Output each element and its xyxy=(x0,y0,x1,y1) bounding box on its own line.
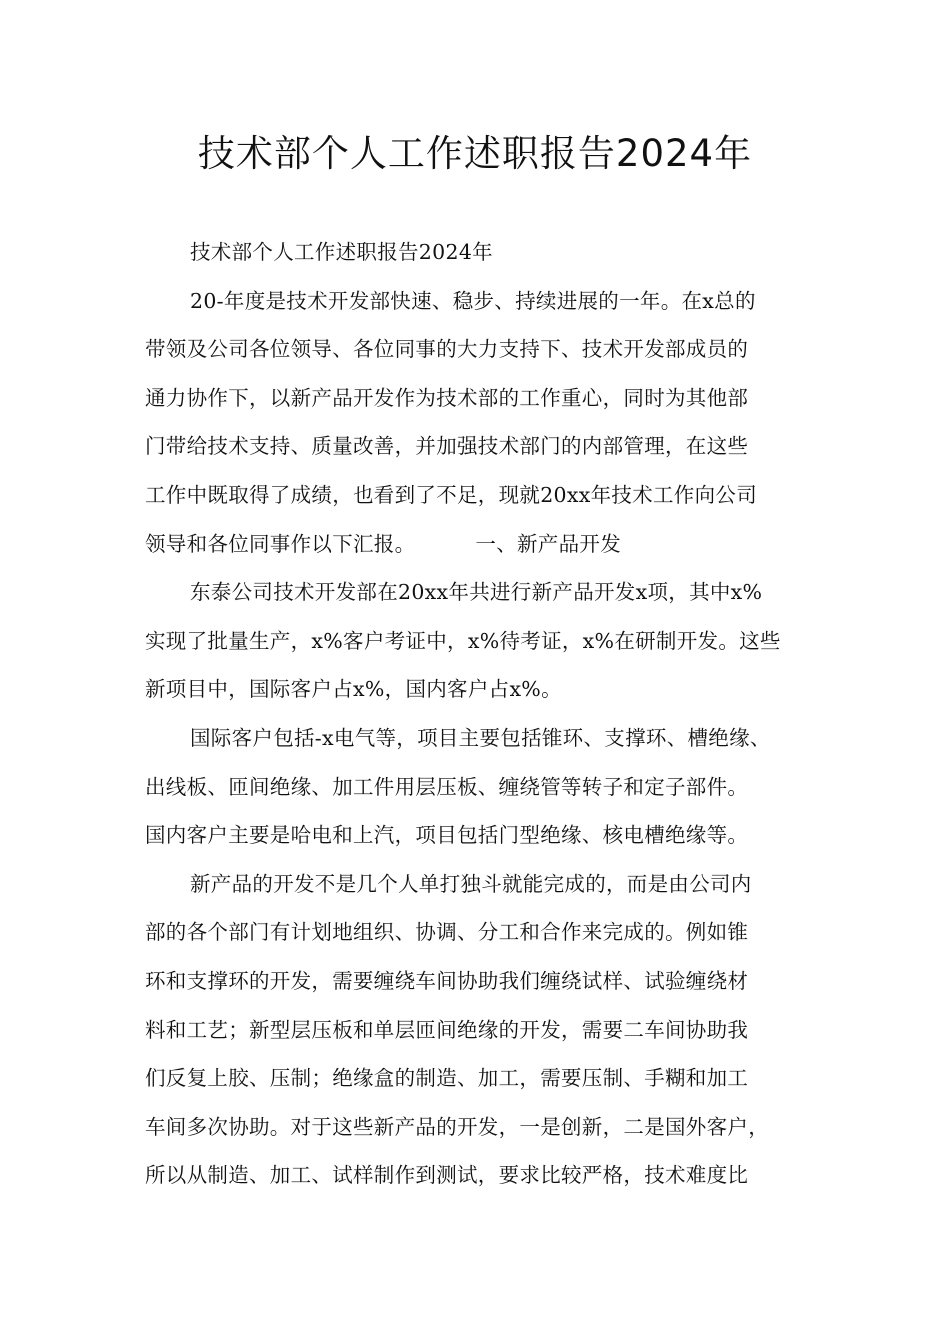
paragraph-line: 门带给技术支持、质量改善，并加强技术部门的内部管理，在这些 xyxy=(145,434,749,459)
paragraph-line: 新产品的开发不是几个人单打独斗就能完成的，而是由公司内 xyxy=(190,871,752,896)
paragraph-line: 通力协作下，以新产品开发作为技术部的工作重心，同时为其他部 xyxy=(145,385,749,410)
page-title: 技术部个人工作述职报告2024年 xyxy=(197,132,753,175)
paragraph-line: 新项目中，国际客户占x%，国内客户占x%。 xyxy=(145,677,562,702)
paragraph-line: 实现了批量生产，x%客户考证中，x%待考证，x%在研制开发。这些 xyxy=(145,628,781,653)
paragraph-line: 们反复上胶、压制；绝缘盒的制造、加工，需要压制、手糊和加工 xyxy=(145,1066,749,1091)
paragraph-line: 所以从制造、加工、试样制作到测试，要求比较严格，技术难度比 xyxy=(145,1163,749,1188)
paragraph-line: 领导和各位同事作以下汇报。 xyxy=(145,531,416,556)
paragraph-line: 国际客户包括-x电气等，项目主要包括锥环、支撑环、槽绝缘、 xyxy=(190,725,771,750)
paragraph-line: 技术部个人工作述职报告2024年 xyxy=(190,240,493,264)
paragraph-line: 国内客户主要是哈电和上汽，项目包括门型绝缘、核电槽绝缘等。 xyxy=(145,823,749,848)
paragraph-line: 东泰公司技术开发部在20xx年共进行新产品开发x项，其中x% xyxy=(190,580,763,605)
paragraph-line: 工作中既取得了成绩，也看到了不足，现就20xx年技术工作向公司 xyxy=(145,482,758,507)
paragraph-line-with-heading xyxy=(145,520,815,569)
paragraph-line: 车间多次协助。对于这些新产品的开发，一是创新，二是国外客户， xyxy=(145,1114,769,1139)
document-body xyxy=(145,228,815,1200)
paragraph-line: 料和工艺；新型层压板和单层匝间绝缘的开发，需要二车间协助我 xyxy=(145,1017,749,1042)
section-heading: 一、新产品开发 xyxy=(475,531,622,556)
paragraph-line: 20-年度是技术开发部快速、稳步、持续进展的一年。在x总的 xyxy=(190,288,756,313)
paragraph-line: 带领及公司各位领导、各位同事的大力支持下、技术开发部成员的 xyxy=(145,337,749,362)
paragraph-line: 环和支撑环的开发，需要缠绕车间协助我们缠绕试样、试验缠绕材 xyxy=(145,968,749,993)
paragraph-line: 部的各个部门有计划地组织、协调、分工和合作来完成的。例如锥 xyxy=(145,920,749,945)
paragraph-line: 出线板、匝间绝缘、加工件用层压板、缠绕管等转子和定子部件。 xyxy=(145,774,749,799)
